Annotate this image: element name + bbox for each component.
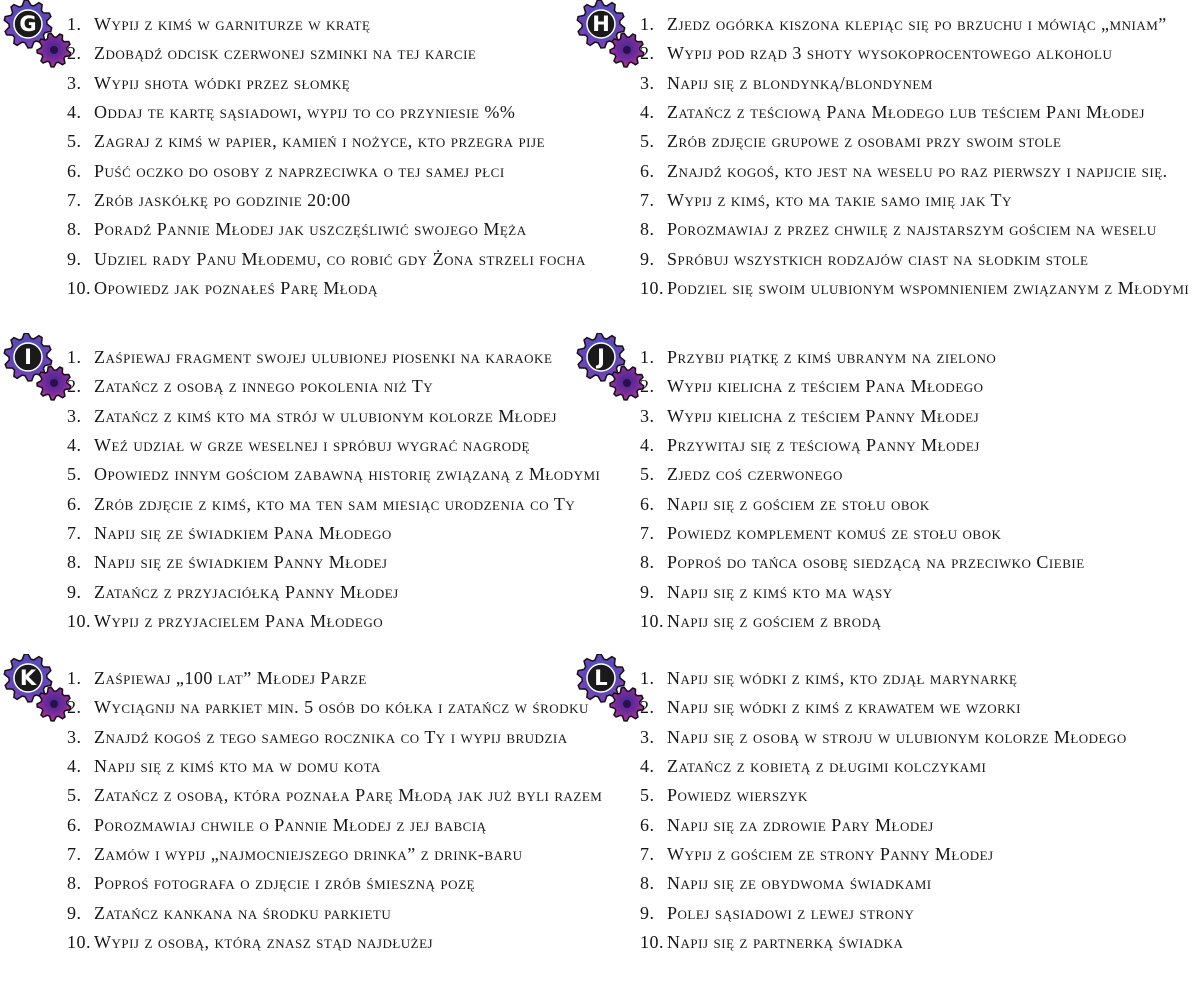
task-item — [640, 548, 1085, 577]
task-number: 6. — [640, 814, 655, 835]
task-text: Wyciągnij na parkiet min. 5 osób do kółka i zatańcz w środku — [94, 697, 589, 718]
task-text: Powiedz wierszyk — [667, 785, 808, 806]
task-number: 4. — [67, 755, 82, 776]
task-item — [640, 664, 1127, 693]
task-number: 1. — [67, 14, 82, 34]
task-item — [640, 372, 1085, 401]
task-number: 9. — [67, 902, 82, 923]
task-text: Napij się z osobą w stroju w ulubionym kolorze Młodego — [667, 726, 1127, 747]
task-number: 8. — [640, 552, 655, 573]
task-text: Zatańcz z przyjaciółką Panny Młodej — [94, 581, 399, 602]
gear-pair-icon — [3, 654, 73, 724]
task-number: 8. — [640, 873, 655, 894]
task-item — [67, 723, 602, 752]
task-text: Przybij piątkę z kimś ubranym na zielono — [667, 347, 997, 367]
task-item — [67, 693, 602, 722]
gear-hub-icon — [623, 700, 631, 708]
task-item — [67, 39, 586, 68]
task-text: Zjedz ogórka kiszona klepiąc się po brzuchu i mówiąc „mniam” — [667, 14, 1167, 34]
task-item — [640, 693, 1127, 722]
task-number: 7. — [640, 522, 655, 543]
task-number: 4. — [67, 434, 82, 455]
task-item — [640, 607, 1085, 636]
gear-badge — [576, 0, 646, 70]
task-item — [67, 607, 600, 636]
task-item — [640, 274, 1189, 303]
task-list — [67, 664, 602, 957]
task-text: Napij się z kimś kto ma wąsy — [667, 581, 893, 602]
task-number: 7. — [67, 843, 82, 864]
card-letter: L — [594, 666, 608, 690]
task-number: 1. — [67, 668, 82, 688]
task-text: Wypij z kimś, kto ma takie samo imię jak Ty — [667, 189, 1012, 210]
task-list — [67, 343, 600, 636]
gear-pair-icon — [576, 0, 646, 70]
task-text: Napij się wódki z kimś z krawatem we wzorki — [667, 697, 1021, 718]
task-item — [640, 402, 1085, 431]
task-item — [67, 460, 600, 489]
task-item — [67, 98, 586, 127]
task-text: Polej sąsiadowi z lewej strony — [667, 902, 915, 923]
task-text: Poproś fotografa o zdjęcie i zrób śmieszną pozę — [94, 873, 475, 894]
task-text: Wypij kielicha z teściem Panny Młodej — [667, 405, 980, 426]
task-text: Porozmawiaj z przez chwilę z najstarszym gościem na weselu — [667, 219, 1157, 240]
task-text: Wypij z osobą, którą znasz stąd najdłużej — [94, 931, 434, 952]
task-item — [640, 39, 1189, 68]
task-text: Zatańcz z teściową Pana Młodego lub teściem Pani Młodej — [667, 101, 1145, 122]
task-text: Zatańcz kankana na środku parkietu — [94, 902, 392, 923]
card-letter: H — [592, 12, 610, 36]
task-item — [67, 157, 586, 186]
task-number: 9. — [67, 248, 82, 269]
task-number: 3. — [640, 72, 655, 93]
task-text: Poradź Pannie Młodej jak uszczęśliwić swojego Męża — [94, 219, 527, 240]
task-item — [640, 928, 1127, 957]
gear-hub-icon — [50, 46, 58, 54]
task-number: 8. — [67, 552, 82, 573]
task-text: Zatańcz z osobą z innego pokolenia niż Ty — [94, 376, 434, 397]
task-item — [67, 372, 600, 401]
task-number: 5. — [67, 785, 82, 806]
task-number: 3. — [67, 726, 82, 747]
task-number: 9. — [67, 581, 82, 602]
gear-hub-icon — [50, 700, 58, 708]
task-number: 7. — [640, 843, 655, 864]
task-item — [640, 723, 1127, 752]
task-item — [67, 928, 602, 957]
task-text: Znajdź kogoś, kto jest na weselu po raz pierwszy i napijcie się. — [667, 160, 1168, 181]
gear-hub-icon — [50, 379, 58, 387]
task-number: 2. — [640, 43, 655, 64]
task-item — [640, 578, 1085, 607]
card-letter: K — [19, 666, 37, 690]
task-item — [67, 215, 586, 244]
gear-badge — [576, 654, 646, 724]
task-number: 8. — [640, 219, 655, 240]
task-number: 9. — [640, 581, 655, 602]
task-number: 6. — [67, 493, 82, 514]
task-item — [67, 245, 586, 274]
task-item — [640, 899, 1127, 928]
task-item — [640, 343, 1085, 372]
task-item — [640, 98, 1189, 127]
task-number: 2. — [640, 697, 655, 718]
task-number: 4. — [640, 434, 655, 455]
task-item — [67, 840, 602, 869]
task-number: 6. — [67, 814, 82, 835]
task-text: Napij się z gościem ze stołu obok — [667, 493, 930, 514]
task-item — [67, 578, 600, 607]
task-number: 2. — [67, 376, 82, 397]
task-number: 5. — [67, 131, 82, 152]
task-number: 2. — [67, 43, 82, 64]
task-number: 9. — [640, 248, 655, 269]
task-text: Spróbuj wszystkich rodzajów ciast na słodkim stole — [667, 248, 1089, 269]
task-item — [67, 69, 586, 98]
task-text: Poproś do tańca osobę siedzącą na przeciwko Ciebie — [667, 552, 1085, 573]
task-item — [67, 869, 602, 898]
task-item — [67, 899, 602, 928]
task-item — [640, 840, 1127, 869]
card-letter: J — [597, 345, 605, 369]
task-item — [640, 69, 1189, 98]
task-text: Napij się ze świadkiem Panny Młodej — [94, 552, 388, 573]
task-item — [67, 811, 602, 840]
task-text: Udziel rady Panu Młodemu, co robić gdy Żona strzeli focha — [94, 248, 586, 269]
task-text: Zrób jaskółkę po godzinie 20:00 — [94, 189, 351, 210]
task-number: 7. — [67, 189, 82, 210]
task-text: Zatańcz z osobą, która poznała Parę Młodą jak już byli razem — [94, 785, 603, 806]
gear-pair-icon — [576, 333, 646, 403]
task-text: Wypij z kimś w garniturze w kratę — [94, 14, 371, 34]
task-number: 3. — [67, 405, 82, 426]
task-number: 10. — [640, 610, 664, 631]
task-number: 9. — [640, 902, 655, 923]
task-item — [67, 127, 586, 156]
task-text: Napij się z gościem z brodą — [667, 610, 882, 631]
task-text: Porozmawiaj chwile o Pannie Młodej z jej babcią — [94, 814, 487, 835]
task-item — [67, 402, 600, 431]
task-item — [67, 664, 602, 693]
task-item — [640, 186, 1189, 215]
task-text: Podziel się swoim ulubionym wspomnieniem związanym z Młodymi — [667, 277, 1190, 298]
gear-hub-icon — [623, 46, 631, 54]
task-number: 1. — [640, 668, 655, 688]
task-text: Powiedz komplement komuś ze stołu obok — [667, 522, 1002, 543]
task-text: Zamów i wypij „najmocniejszego drinka” z drink-baru — [94, 843, 523, 864]
gear-badge — [576, 333, 646, 403]
task-text: Zdobądź odcisk czerwonej szminki na tej karcie — [94, 43, 477, 64]
gear-pair-icon — [3, 333, 73, 403]
task-item — [640, 490, 1085, 519]
task-text: Zaśpiewaj fragment swojej ulubionej piosenki na karaoke — [94, 347, 553, 367]
task-item — [640, 157, 1189, 186]
task-number: 10. — [640, 931, 664, 952]
task-list — [67, 10, 586, 303]
gear-pair-icon — [576, 654, 646, 724]
task-text: Wypij kielicha z teściem Pana Młodego — [667, 376, 984, 397]
task-item — [67, 781, 602, 810]
task-text: Napij się za zdrowie Pary Młodej — [667, 814, 934, 835]
task-number: 1. — [640, 347, 655, 367]
task-list — [640, 664, 1127, 957]
task-text: Weź udział w grze weselnej i spróbuj wygrać nagrodę — [94, 434, 530, 455]
task-text: Przywitaj się z teściową Panny Młodej — [667, 434, 980, 455]
task-number: 3. — [67, 72, 82, 93]
task-text: Zatańcz z kobietą z długimi kolczykami — [667, 755, 987, 776]
task-number: 2. — [67, 697, 82, 718]
task-number: 3. — [640, 405, 655, 426]
task-item — [640, 215, 1189, 244]
task-item — [640, 127, 1189, 156]
task-text: Napij się ze świadkiem Pana Młodego — [94, 522, 392, 543]
task-text: Zaśpiewaj „100 lat” Młodej Parze — [94, 668, 367, 688]
gear-hub-icon — [623, 379, 631, 387]
task-text: Wypij z gościem ze strony Panny Młodej — [667, 843, 994, 864]
task-text: Oddaj te kartę sąsiadowi, wypij to co przyniesie %% — [94, 101, 516, 122]
task-list — [640, 10, 1189, 303]
task-number: 7. — [67, 522, 82, 543]
gear-badge — [3, 0, 73, 70]
task-number: 2. — [640, 376, 655, 397]
task-list — [640, 343, 1085, 636]
task-text: Opowiedz jak poznałeś Parę Młodą — [94, 277, 378, 298]
task-text: Zatańcz z kimś kto ma strój w ulubionym kolorze Młodej — [94, 405, 557, 426]
card-letter: I — [24, 345, 32, 369]
task-number: 10. — [67, 610, 91, 631]
task-item — [67, 186, 586, 215]
task-item — [67, 343, 600, 372]
task-number: 1. — [640, 14, 655, 34]
task-text: Wypij pod rząd 3 shoty wysokoprocentowego alkoholu — [667, 43, 1113, 64]
task-number: 7. — [640, 189, 655, 210]
task-item — [640, 781, 1127, 810]
task-item — [640, 752, 1127, 781]
task-number: 1. — [67, 347, 82, 367]
task-item — [640, 10, 1189, 39]
task-item — [640, 245, 1189, 274]
task-number: 4. — [67, 101, 82, 122]
task-number: 10. — [640, 277, 664, 298]
task-text: Opowiedz innym gościom zabawną historię związaną z Młodymi — [94, 464, 601, 485]
task-text: Napij się z blondynką/blondynem — [667, 72, 933, 93]
task-text: Napij się z partnerką świadka — [667, 931, 904, 952]
task-number: 10. — [67, 931, 91, 952]
task-item — [67, 431, 600, 460]
task-text: Znajdź kogoś z tego samego rocznika co Ty i wypij brudzia — [94, 726, 568, 747]
task-item — [67, 274, 586, 303]
task-number: 5. — [67, 464, 82, 485]
task-item — [640, 460, 1085, 489]
task-number: 3. — [640, 726, 655, 747]
task-number: 8. — [67, 219, 82, 240]
task-number: 5. — [640, 464, 655, 485]
task-item — [640, 869, 1127, 898]
task-text: Zjedz coś czerwonego — [667, 464, 843, 485]
gear-badge — [3, 654, 73, 724]
task-text: Napij się ze obydwoma świadkami — [667, 873, 932, 894]
gear-badge — [3, 333, 73, 403]
task-item — [67, 10, 586, 39]
task-number: 6. — [640, 493, 655, 514]
task-text: Napij się z kimś kto ma w domu kota — [94, 755, 381, 776]
task-item — [67, 752, 602, 781]
task-item — [67, 490, 600, 519]
task-text: Puść oczko do osoby z naprzeciwka o tej samej płci — [94, 160, 505, 181]
task-text: Wypij shota wódki przez słomkę — [94, 72, 351, 93]
task-text: Zrób zdjęcie grupowe z osobami przy swoim stole — [667, 131, 1062, 152]
task-number: 10. — [67, 277, 91, 298]
task-number: 5. — [640, 131, 655, 152]
task-text: Wypij z przyjacielem Pana Młodego — [94, 610, 384, 631]
task-number: 5. — [640, 785, 655, 806]
task-item — [640, 431, 1085, 460]
task-number: 4. — [640, 101, 655, 122]
gear-pair-icon — [3, 0, 73, 70]
task-number: 4. — [640, 755, 655, 776]
task-item — [67, 519, 600, 548]
task-item — [640, 519, 1085, 548]
task-number: 8. — [67, 873, 82, 894]
task-text: Zagraj z kimś w papier, kamień i nożyce, kto przegra pije — [94, 131, 546, 152]
task-item — [67, 548, 600, 577]
task-item — [640, 811, 1127, 840]
task-text: Napij się wódki z kimś, kto zdjął marynarkę — [667, 668, 1018, 688]
task-text: Zrób zdjęcie z kimś, kto ma ten sam miesiąc urodzenia co Ty — [94, 493, 576, 514]
card-letter: G — [19, 12, 37, 36]
task-number: 6. — [640, 160, 655, 181]
task-number: 6. — [67, 160, 82, 181]
